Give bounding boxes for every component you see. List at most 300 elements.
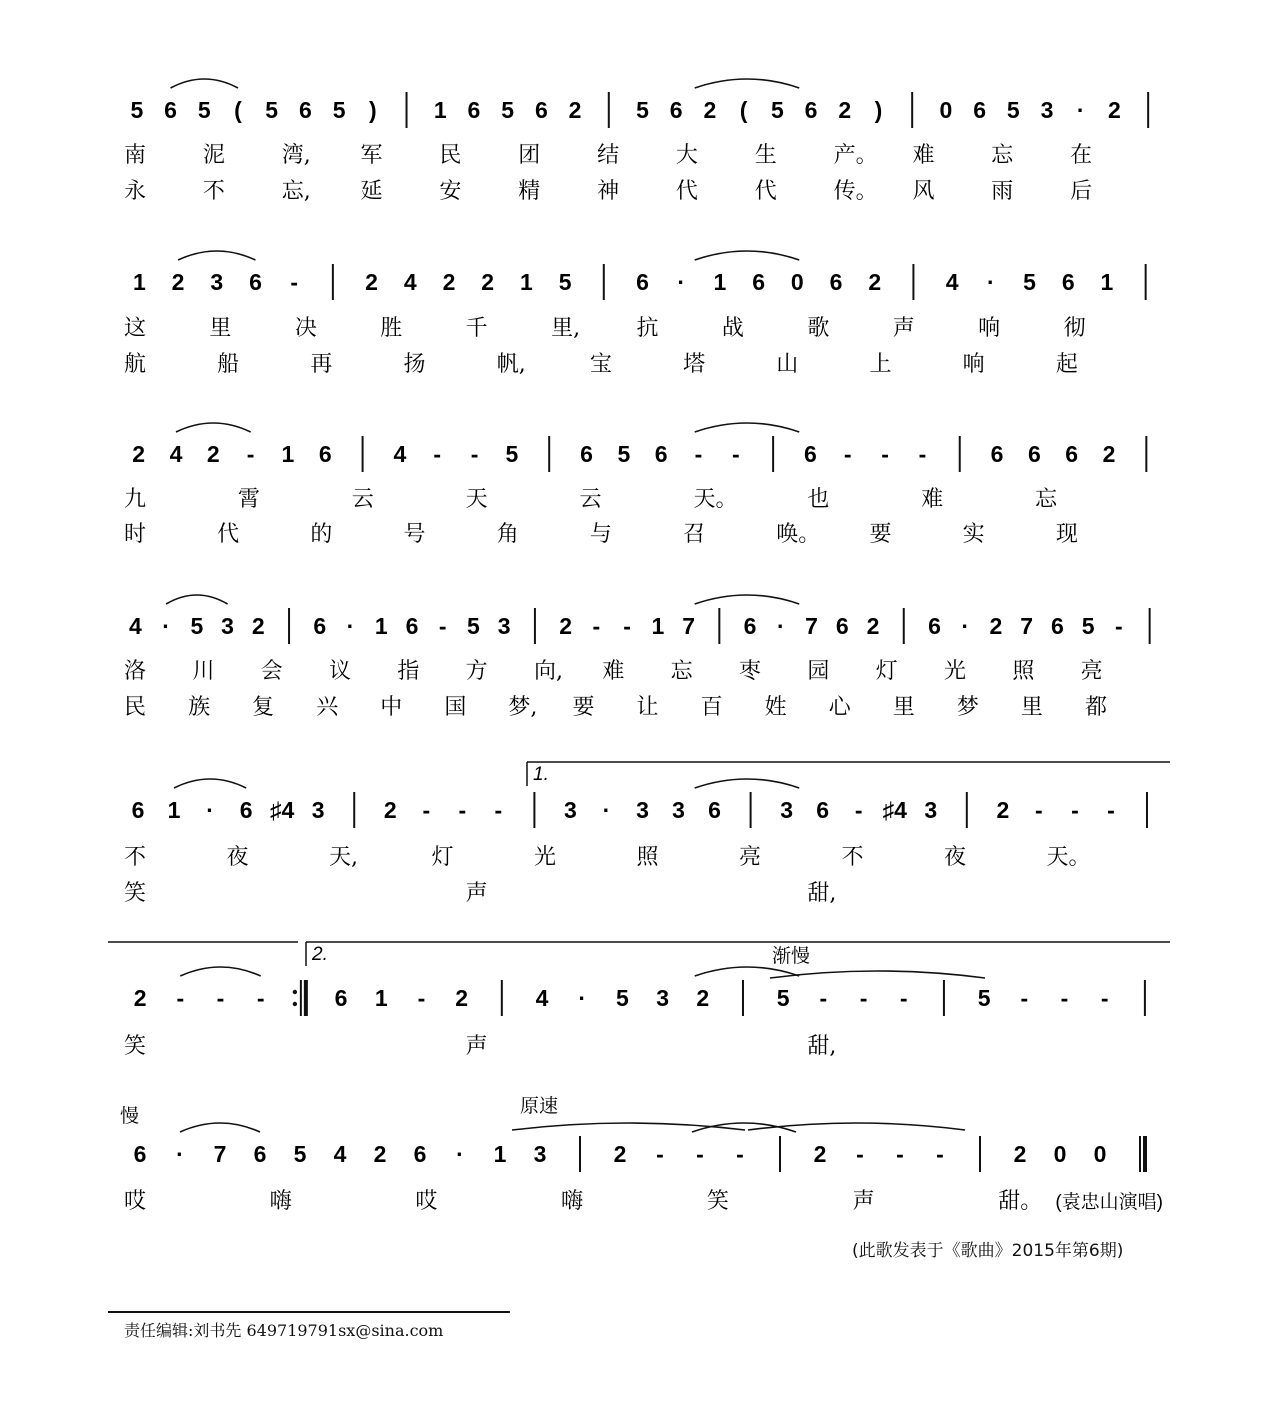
note: 4 [535, 985, 549, 1011]
lyric-char: 忘 [670, 659, 693, 684]
tempo-marking: 慢 [120, 1106, 140, 1127]
note: 1 [493, 1141, 507, 1167]
note: - [438, 613, 447, 639]
note: · [176, 1141, 184, 1167]
lyric-char: 不 [124, 845, 147, 870]
note: 1 [651, 613, 665, 639]
note: - [899, 985, 908, 1011]
note: 5 [1081, 613, 1095, 639]
lyric-char: 川 [192, 659, 215, 684]
note: · [961, 613, 970, 639]
lyric-char: 忘, [281, 179, 311, 204]
note: 6 [973, 97, 986, 123]
tempo-marking: 原速 [520, 1096, 559, 1117]
lyric-char: 彻 [1063, 316, 1086, 341]
lyric-char: 笑 [124, 1034, 147, 1059]
note: ) [368, 97, 377, 123]
note: 2 [568, 97, 582, 123]
lyric-char: 军 [360, 143, 383, 168]
note: · [456, 1141, 464, 1167]
performer-credit: (袁忠山演唱) [1055, 1192, 1163, 1213]
slur [695, 423, 800, 432]
note: 5 [505, 441, 519, 467]
lyric-char: 里 [1020, 695, 1043, 720]
note: - [736, 1141, 744, 1167]
lyric-char: 议 [329, 659, 352, 684]
note: 1 [132, 269, 146, 295]
lyric-char: 宝 [589, 352, 612, 377]
lyric-char: 神 [597, 179, 620, 204]
note: 2 [132, 441, 146, 467]
lyric-char: 声 [465, 1034, 488, 1059]
note: - [854, 797, 863, 823]
note: 5 [776, 985, 790, 1011]
note: 4 [945, 269, 959, 295]
note: - [1100, 985, 1109, 1011]
note: 1 [374, 613, 388, 639]
lyric-char: 团 [518, 143, 541, 168]
note: 6 [405, 613, 419, 639]
lyric-char: 唤。 [776, 522, 821, 547]
note: 6 [1051, 613, 1064, 639]
footer-rule [108, 1311, 510, 1313]
lyric-char: 民 [439, 143, 462, 168]
lyric-char: 响 [962, 352, 985, 377]
lyric-char: 亮 [739, 845, 762, 870]
lyric-char: 不 [202, 179, 225, 204]
note: - [1107, 797, 1115, 823]
note: 3 [636, 797, 649, 823]
note: 6 [413, 1141, 427, 1167]
lyric-char: 族 [188, 695, 211, 720]
note: 2 [989, 613, 1003, 639]
note: 5 [197, 97, 211, 123]
note: 3 [672, 797, 685, 823]
lyric-char: 胜 [380, 316, 403, 341]
lyric-char: 召 [683, 522, 706, 547]
note: 3 [497, 613, 511, 639]
note: 5 [616, 985, 629, 1011]
note: 6 [131, 797, 145, 823]
note: ( [739, 97, 748, 123]
lyric-char: 塔 [683, 352, 706, 377]
lyric-char: 战 [721, 316, 744, 341]
note: 5 [1023, 269, 1036, 295]
note: - [433, 441, 442, 467]
note: · [602, 797, 611, 823]
note: 1 [167, 797, 181, 823]
note: 2 [866, 613, 880, 639]
note: 1 [1100, 269, 1114, 295]
lyric-char: 枣 [739, 659, 762, 684]
note: - [494, 797, 503, 823]
slur [178, 251, 255, 260]
note: 6 [636, 269, 649, 295]
slur [171, 79, 238, 88]
lyric-char: 复 [252, 695, 275, 720]
lyric-char: 洛 [124, 659, 147, 684]
note: 6 [313, 613, 327, 639]
slur [174, 779, 246, 788]
slur [176, 423, 251, 432]
lyric-char: 雨 [991, 179, 1014, 204]
note: 1 [374, 985, 388, 1011]
tempo-marking: 渐慢 [772, 946, 811, 967]
note: 2 [481, 269, 495, 295]
slur [166, 595, 227, 604]
note: 6 [708, 797, 721, 823]
note: - [422, 797, 431, 823]
lyric-char: 天, [329, 845, 358, 870]
lyric-char: 兴 [316, 695, 339, 720]
lyric-char: 角 [496, 522, 519, 547]
repeat-dot [293, 1002, 297, 1006]
lyric-char: 方 [465, 659, 488, 684]
note: 6 [133, 1141, 147, 1167]
note: - [417, 985, 426, 1011]
publication-note: (此歌发表于《歌曲》2015年第6期) [852, 1241, 1124, 1261]
note: 5 [332, 97, 346, 123]
lyric-char: 南 [124, 143, 147, 168]
note: 6 [580, 441, 593, 467]
lyric-char: 歌 [807, 316, 830, 341]
note: 2 [813, 1141, 827, 1167]
note: - [694, 441, 703, 467]
note: 6 [816, 797, 830, 823]
lyric-char: 也 [807, 487, 830, 512]
note: - [458, 797, 467, 823]
lyric-char: 梦 [956, 695, 979, 720]
lyric-char: 会 [260, 659, 283, 684]
lyric-char: 现 [1055, 522, 1078, 547]
note: 6 [467, 97, 481, 123]
note: 2 [251, 613, 265, 639]
lyric-char: 里, [551, 316, 581, 341]
note: - [1060, 985, 1069, 1011]
lyric-char: 时 [124, 522, 147, 547]
note: 2 [559, 613, 573, 639]
note: ♯4 [270, 797, 295, 823]
slur [695, 79, 800, 88]
note: 1 [433, 97, 447, 123]
note: - [1020, 985, 1029, 1011]
lyric-char: 船 [217, 352, 240, 377]
note: 5 [770, 97, 784, 123]
lyric-char: 笑 [124, 881, 147, 906]
note: 2 [171, 269, 185, 295]
lyric-char: 与 [589, 522, 612, 547]
lyric-char: 要 [572, 695, 595, 720]
note: - [256, 985, 265, 1011]
volta-number: 1. [533, 764, 549, 785]
note: 6 [334, 985, 348, 1011]
lyric-char: 起 [1055, 352, 1078, 377]
lyric-char: 延 [360, 179, 383, 204]
lyric-char: 九 [124, 487, 147, 512]
note: 2 [703, 97, 717, 123]
note: 5 [501, 97, 515, 123]
note: 2 [1108, 97, 1121, 123]
lyric-char: 代 [217, 522, 240, 547]
note: 2 [383, 797, 397, 823]
lyric-char: 梦, [508, 695, 538, 720]
note: 2 [373, 1141, 387, 1167]
note: 2 [1013, 1141, 1027, 1167]
note: · [677, 269, 686, 295]
note: 1 [519, 269, 533, 295]
lyric-char: 泥 [202, 143, 225, 168]
note: 1 [713, 269, 727, 295]
lyric-char: 精 [518, 179, 541, 204]
lyric-char: 里 [892, 695, 915, 720]
slur [695, 967, 800, 976]
note: 6 [239, 797, 253, 823]
lyric-char: 指 [397, 659, 420, 684]
note: 6 [654, 441, 668, 467]
note: 3 [564, 797, 577, 823]
slur [695, 595, 800, 604]
note: - [881, 441, 889, 467]
note: 2 [442, 269, 456, 295]
note: - [731, 441, 740, 467]
lyric-char: 决 [294, 316, 317, 341]
note: - [1035, 797, 1043, 823]
lyric-char: 中 [380, 695, 403, 720]
editor-credit: 责任编辑:刘书先 649719791sx@sina.com [124, 1321, 444, 1340]
note: 5 [636, 97, 649, 123]
note: 6 [299, 97, 312, 123]
note: 0 [1093, 1141, 1107, 1167]
lyric-char: 照 [636, 845, 659, 870]
note: - [216, 985, 225, 1011]
lyric-char: 亮 [1080, 659, 1103, 684]
note: 6 [835, 613, 849, 639]
note: 5 [617, 441, 631, 467]
lyric-char: 抗 [636, 316, 659, 341]
note: 3 [311, 797, 325, 823]
note: 2 [613, 1141, 627, 1167]
lyric-char: 灯 [875, 659, 898, 684]
lyric-char: 向, [534, 659, 563, 684]
lyric-char: 甜, [807, 1034, 837, 1059]
note: 7 [805, 613, 818, 639]
lyric-char: 声 [852, 1189, 875, 1214]
note: 2 [365, 269, 378, 295]
lyric-char: 云 [579, 487, 602, 512]
lyric-char: 国 [444, 695, 467, 720]
lyric-char: 帆, [496, 352, 526, 377]
lyric-char: 要 [869, 522, 892, 547]
note: 0 [790, 269, 804, 295]
lyric-char: 心 [828, 695, 851, 720]
note: 6 [534, 97, 548, 123]
lyric-char: 嗨 [269, 1189, 292, 1214]
note: 6 [318, 441, 332, 467]
lyric-char: 天 [465, 487, 488, 512]
tie [748, 1123, 965, 1130]
lyric-char: 夜 [226, 845, 249, 870]
lyric-char: 哎 [124, 1189, 147, 1214]
note: - [290, 269, 299, 295]
lyric-char: 笑 [706, 1189, 729, 1214]
note: ( [234, 97, 242, 123]
note: 5 [293, 1141, 307, 1167]
note: 4 [128, 613, 142, 639]
note: - [656, 1141, 664, 1167]
slur [695, 251, 800, 260]
note: 6 [164, 97, 177, 123]
slur [770, 971, 985, 978]
note: · [346, 613, 355, 639]
lyric-char: 云 [351, 487, 374, 512]
lyric-char: 后 [1070, 179, 1093, 204]
note: 3 [1040, 97, 1054, 123]
lyric-char: 不 [841, 845, 864, 870]
lyric-char: 号 [403, 522, 426, 547]
note: 7 [682, 613, 696, 639]
lyric-char: 响 [978, 316, 1001, 341]
note: 6 [804, 441, 817, 467]
note: 6 [829, 269, 843, 295]
note: - [936, 1141, 944, 1167]
lyric-char: 光 [944, 659, 967, 684]
note: 5 [1006, 97, 1020, 123]
note: · [206, 797, 214, 823]
lyric-char: 代 [754, 179, 777, 204]
lyric-char: 难 [912, 143, 935, 168]
note: 5 [977, 985, 991, 1011]
lyric-char: 都 [1084, 695, 1107, 720]
lyric-char: 天。 [693, 487, 738, 512]
lyric-char: 扬 [403, 352, 426, 377]
note: 7 [1020, 613, 1034, 639]
note: 6 [669, 97, 683, 123]
lyric-char: 天。 [1046, 845, 1091, 870]
note: 6 [249, 269, 262, 295]
slur [695, 779, 800, 788]
lyric-char: 姓 [764, 695, 787, 720]
note: · [776, 613, 785, 639]
note: · [578, 985, 587, 1011]
note: 2 [1102, 441, 1116, 467]
lyric-char: 让 [636, 695, 659, 720]
lyric-char: 光 [534, 845, 557, 870]
lyric-char: 代 [675, 179, 698, 204]
lyric-char: 大 [675, 143, 698, 168]
note: 7 [213, 1141, 227, 1167]
note: - [623, 613, 631, 639]
note: 6 [253, 1141, 267, 1167]
slur [180, 1123, 260, 1132]
note: - [1071, 797, 1079, 823]
lyric-char: 生 [754, 143, 777, 168]
lyric-char: 园 [807, 659, 830, 684]
note: - [470, 441, 479, 467]
lyric-char: 湾, [281, 143, 311, 168]
lyric-char: 忘 [991, 143, 1014, 168]
note: - [819, 985, 828, 1011]
lyric-char: 难 [602, 659, 625, 684]
note: 6 [743, 613, 757, 639]
note: · [162, 613, 170, 639]
note: 4 [403, 269, 417, 295]
note: 6 [752, 269, 766, 295]
lyric-char: 夜 [944, 845, 967, 870]
note: - [918, 441, 927, 467]
lyric-char: 实 [962, 522, 985, 547]
lyric-char: 千 [465, 316, 488, 341]
lyric-char: 哎 [415, 1189, 438, 1214]
lyric-char: 在 [1070, 143, 1093, 168]
note: 5 [190, 613, 204, 639]
note: 6 [1065, 441, 1079, 467]
note: 2 [133, 985, 147, 1011]
lyric-char: 产。 [833, 143, 878, 168]
note: 2 [838, 97, 852, 123]
repeat-dot [293, 990, 297, 994]
note: - [246, 441, 255, 467]
note: 6 [804, 97, 818, 123]
note: 0 [939, 97, 953, 123]
lyric-char: 山 [776, 352, 799, 377]
lyric-char: 航 [124, 352, 147, 377]
lyric-char: 霄 [237, 487, 260, 512]
lyric-char: 甜, [807, 881, 837, 906]
lyric-char: 照 [1012, 659, 1035, 684]
note: 0 [1053, 1141, 1067, 1167]
lyric-char: 难 [921, 487, 944, 512]
note: - [592, 613, 601, 639]
note: 3 [924, 797, 938, 823]
note: 6 [990, 441, 1004, 467]
lyric-char: 上 [869, 352, 892, 377]
note: 3 [780, 797, 794, 823]
note: 2 [696, 985, 710, 1011]
volta-number: 2. [312, 944, 328, 965]
note: 3 [533, 1141, 547, 1167]
note: ♯4 [882, 797, 907, 823]
note: 5 [130, 97, 144, 123]
lyric-char: 传。 [833, 179, 878, 204]
note: - [859, 985, 868, 1011]
lyric-char: 里 [209, 316, 232, 341]
lyric-char: 结 [597, 143, 620, 168]
lyric-char: 百 [700, 695, 723, 720]
note: 6 [928, 613, 941, 639]
note: 2 [455, 985, 469, 1011]
lyric-char: 声 [892, 316, 915, 341]
lyric-char: 嗨 [561, 1189, 584, 1214]
note: 5 [467, 613, 480, 639]
lyric-char: 灯 [431, 845, 454, 870]
lyric-char: 民 [124, 695, 147, 720]
note: - [896, 1141, 904, 1167]
lyric-char: 这 [124, 316, 147, 341]
note: 2 [996, 797, 1010, 823]
lyric-char: 安 [439, 179, 462, 204]
note: 4 [393, 441, 407, 467]
note: · [1076, 97, 1085, 123]
note: - [1115, 613, 1123, 639]
lyric-char: 甜。 [998, 1189, 1043, 1214]
note: - [696, 1141, 704, 1167]
note: 3 [656, 985, 669, 1011]
note: 6 [1061, 269, 1075, 295]
note: 2 [206, 441, 220, 467]
lyric-char: 永 [124, 179, 147, 204]
note: 3 [221, 613, 234, 639]
lyric-char: 忘 [1035, 487, 1058, 512]
